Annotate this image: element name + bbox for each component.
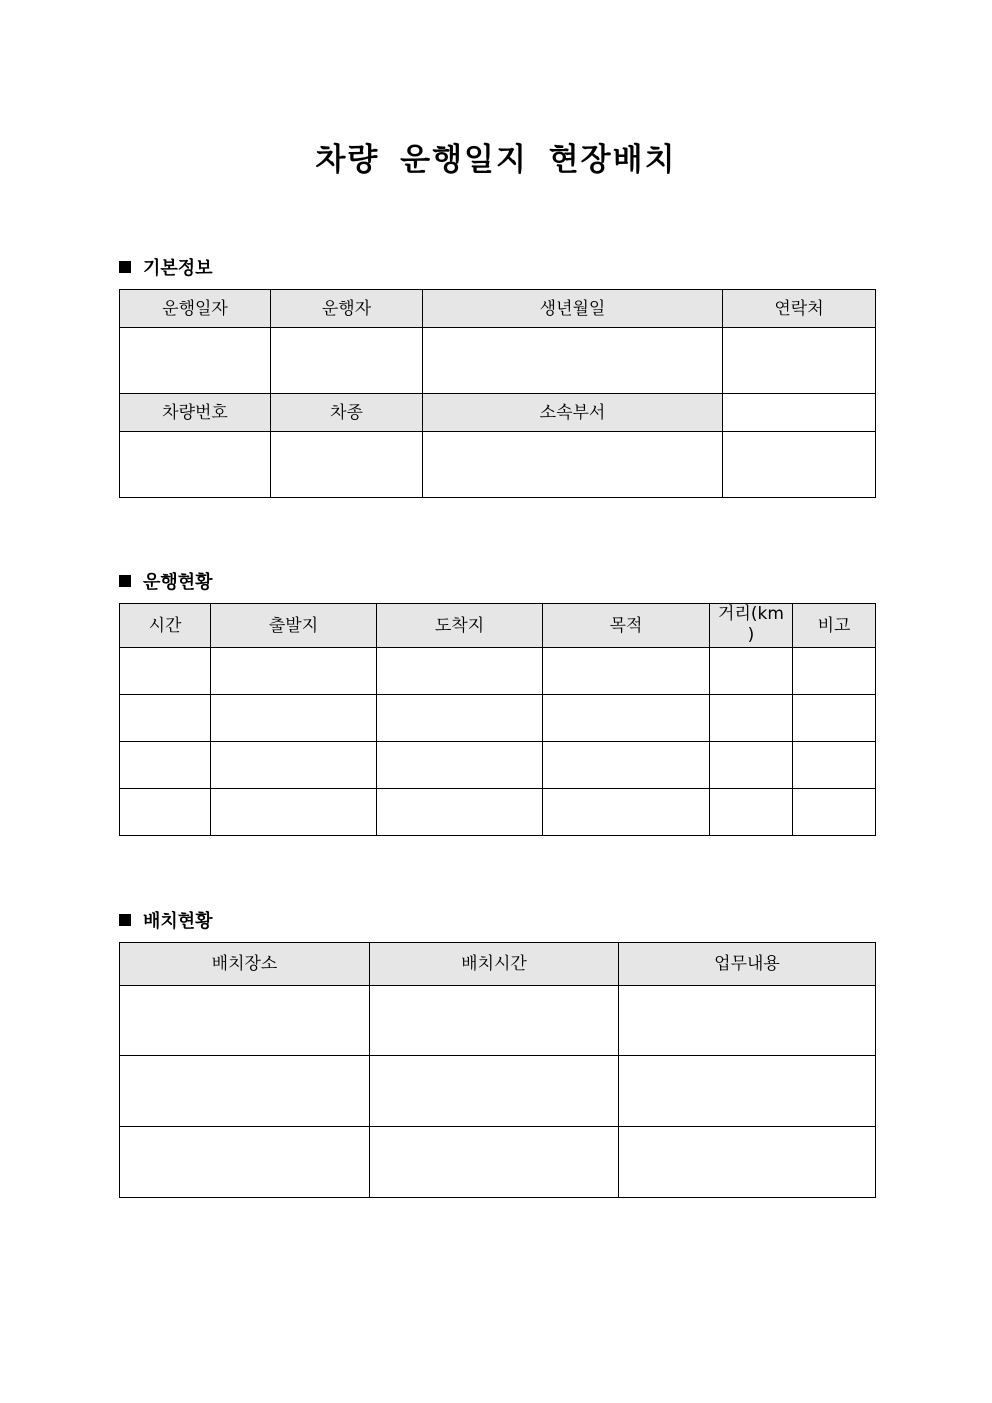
header-cell: 배치장소 <box>120 943 370 986</box>
distance-field[interactable] <box>710 789 793 836</box>
arrival-field[interactable] <box>377 789 543 836</box>
header-cell: 배치시간 <box>370 943 619 986</box>
square-bullet-icon <box>119 914 131 926</box>
time-field[interactable] <box>120 648 211 695</box>
operation-row[interactable] <box>120 695 876 742</box>
departure-field[interactable] <box>211 648 377 695</box>
square-bullet-icon <box>119 575 131 587</box>
header-cell: 차종 <box>271 394 423 432</box>
note-field[interactable] <box>793 695 876 742</box>
time-field[interactable] <box>120 789 211 836</box>
operation-row[interactable] <box>120 789 876 836</box>
header-cell: 목적 <box>543 604 710 648</box>
basic-info-input-row[interactable] <box>120 432 876 498</box>
department-field[interactable] <box>423 432 723 498</box>
operation-header-row <box>120 604 876 648</box>
extra-field[interactable] <box>723 432 876 498</box>
header-cell: 출발지 <box>211 604 377 648</box>
deployment-time-field[interactable] <box>370 986 619 1056</box>
header-cell: 생년월일 <box>423 290 723 328</box>
section-heading-basic-label: 기본정보 <box>143 258 213 279</box>
header-cell: 업무내용 <box>619 943 876 986</box>
purpose-field[interactable] <box>543 695 710 742</box>
square-bullet-icon <box>119 261 131 273</box>
basic-info-header-row <box>120 394 876 432</box>
basic-info-header-row <box>120 290 876 328</box>
deployment-row[interactable] <box>120 1056 876 1127</box>
deployment-header-row <box>120 943 876 986</box>
purpose-field[interactable] <box>543 648 710 695</box>
note-field[interactable] <box>793 742 876 789</box>
basic-info-input-row[interactable] <box>120 328 876 394</box>
arrival-field[interactable] <box>377 648 543 695</box>
header-cell: 도착지 <box>377 604 543 648</box>
departure-field[interactable] <box>211 695 377 742</box>
deployment-location-field[interactable] <box>120 986 370 1056</box>
deployment-row[interactable] <box>120 986 876 1056</box>
section-heading-deployment <box>119 907 213 933</box>
section-heading-operation <box>119 568 213 594</box>
deployment-time-field[interactable] <box>370 1127 619 1198</box>
empty-cell[interactable] <box>723 394 876 432</box>
section-heading-basic <box>119 254 213 280</box>
purpose-field[interactable] <box>543 742 710 789</box>
vehicle-number-field[interactable] <box>120 432 271 498</box>
header-cell: 시간 <box>120 604 211 648</box>
vehicle-type-field[interactable] <box>271 432 423 498</box>
operation-row[interactable] <box>120 742 876 789</box>
contact-field[interactable] <box>723 328 876 394</box>
section-heading-operation-label: 운행현황 <box>143 572 213 593</box>
time-field[interactable] <box>120 695 211 742</box>
deployment-time-field[interactable] <box>370 1056 619 1127</box>
driver-field[interactable] <box>271 328 423 394</box>
header-cell: 차량번호 <box>120 394 271 432</box>
operation-date-field[interactable] <box>120 328 271 394</box>
deployment-row[interactable] <box>120 1127 876 1198</box>
section-heading-deployment-label: 배치현황 <box>143 911 213 932</box>
arrival-field[interactable] <box>377 695 543 742</box>
basic-info-table <box>119 289 876 498</box>
departure-field[interactable] <box>211 742 377 789</box>
time-field[interactable] <box>120 742 211 789</box>
operation-table <box>119 603 876 836</box>
note-field[interactable] <box>793 648 876 695</box>
deployment-location-field[interactable] <box>120 1056 370 1127</box>
task-field[interactable] <box>619 986 876 1056</box>
header-cell: 거리(km ) <box>710 604 793 648</box>
header-cell: 운행일자 <box>120 290 271 328</box>
operation-row[interactable] <box>120 648 876 695</box>
page-title: 차량 운행일지 현장배치 <box>315 142 677 178</box>
header-cell: 연락처 <box>723 290 876 328</box>
purpose-field[interactable] <box>543 789 710 836</box>
arrival-field[interactable] <box>377 742 543 789</box>
task-field[interactable] <box>619 1056 876 1127</box>
note-field[interactable] <box>793 789 876 836</box>
birthdate-field[interactable] <box>423 328 723 394</box>
header-cell: 운행자 <box>271 290 423 328</box>
deployment-location-field[interactable] <box>120 1127 370 1198</box>
header-cell: 소속부서 <box>423 394 723 432</box>
header-cell: 비고 <box>793 604 876 648</box>
deployment-table <box>119 942 876 1198</box>
departure-field[interactable] <box>211 789 377 836</box>
task-field[interactable] <box>619 1127 876 1198</box>
distance-field[interactable] <box>710 648 793 695</box>
distance-field[interactable] <box>710 742 793 789</box>
distance-field[interactable] <box>710 695 793 742</box>
